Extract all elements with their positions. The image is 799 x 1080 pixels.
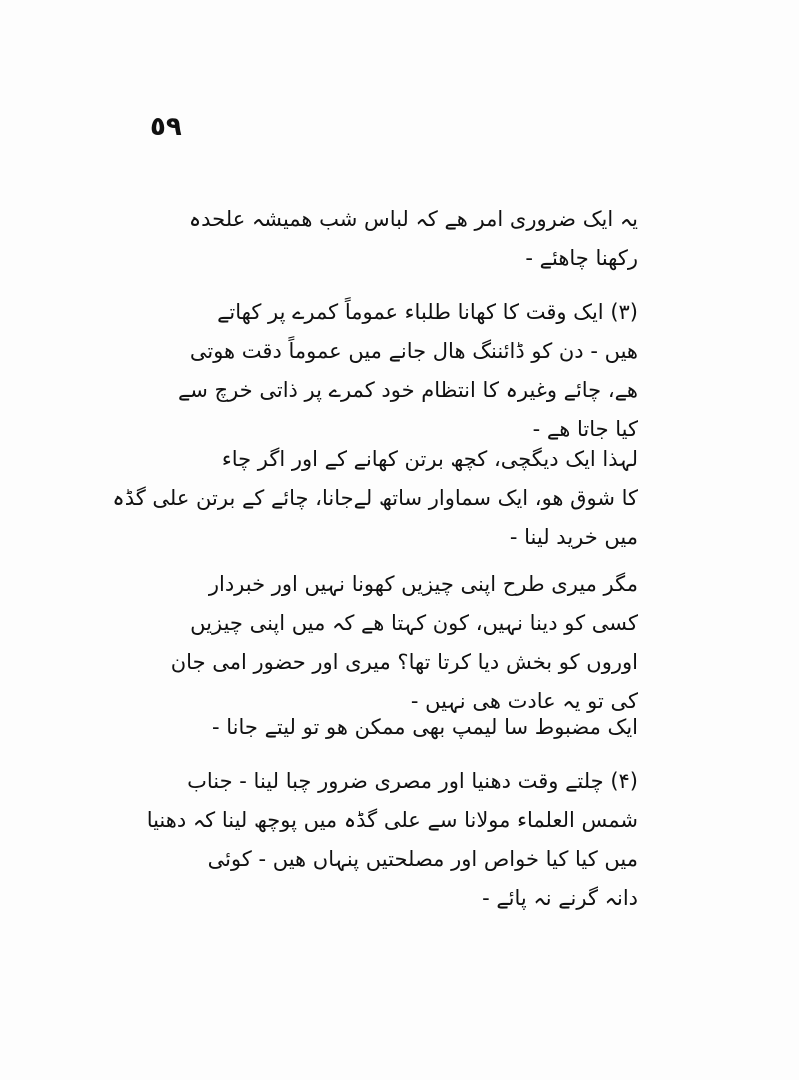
text-line: کیا جاتا ھے - xyxy=(532,417,638,441)
text-line: شمس العلماء مولانا سے علی گڈہ میں پوچھ لینا کہ دھنیا xyxy=(146,808,638,832)
text-line: رکھنا چاھئے - xyxy=(525,246,638,270)
text-line: میں خرید لینا - xyxy=(509,525,638,549)
page-number: ٥٩ xyxy=(150,112,182,142)
paragraph-6 xyxy=(146,762,638,918)
text-line: کسی کو دینا نہیں، کون کہتا ھے کہ میں اپنی چیزیں xyxy=(190,611,638,635)
text-line: ایک مضبوط سا لیمپ بھی ممکن ھو تو لیتے جانا - xyxy=(212,715,638,739)
text-line: دانہ گرنے نہ پائے - xyxy=(482,886,638,910)
text-line: کا شوق ھو، ایک سماوار ساتھ لےجانا، چائے کے برتن علی گڈہ xyxy=(112,486,638,510)
text-line: اوروں کو بخش دیا کرتا تھا؟ میری اور حضور امی جان xyxy=(170,650,638,674)
paragraph-3 xyxy=(112,440,638,557)
paragraph-2 xyxy=(170,293,638,449)
text-line: مگر میری طرح اپنی چیزیں کھونا نہیں اور خبردار xyxy=(208,572,638,596)
text-line: کی تو یہ عادت ھی نہیں - xyxy=(410,689,638,713)
text-line: ھیں - دن کو ڈائننگ ھال جانے میں عموماً دقت ھوتی xyxy=(189,339,638,363)
paragraph-1 xyxy=(170,200,638,278)
paragraph-4 xyxy=(170,565,638,721)
paragraph-5 xyxy=(170,708,638,747)
text-line: یہ ایک ضروری امر ھے کہ لباس شب ھمیشہ علحدہ xyxy=(188,207,638,231)
text-line: ھے، چائے وغیرہ کا انتظام خود کمرے پر ذاتی خرچ سے xyxy=(177,378,638,402)
text-line: میں کیا کیا خواص اور مصلحتیں پنہاں ھیں - کوئی xyxy=(207,847,638,871)
text-line: (۳) ایک وقت کا کھانا طلباء عموماً کمرے پر کھاتے xyxy=(217,300,638,324)
text-line: لہذا ایک دیگچی، کچھ برتن کھانے کے اور اگر چاء xyxy=(221,447,638,471)
text-line: (۴) چلتے وقت دھنیا اور مصری ضرور چبا لینا - جناب xyxy=(187,769,638,793)
